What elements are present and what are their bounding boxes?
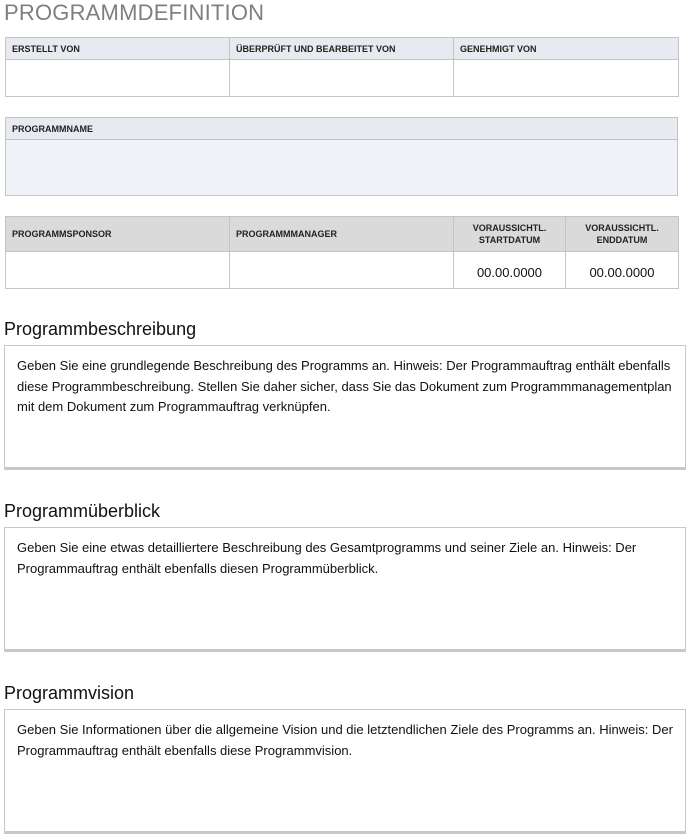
program-roles-table xyxy=(5,216,679,289)
page-title: PROGRAMMDEFINITION xyxy=(4,0,265,25)
section-title-description: Programmbeschreibung xyxy=(4,319,197,339)
section-title-overview: Programmüberblick xyxy=(4,501,161,521)
created-by-field[interactable] xyxy=(6,60,230,97)
reviewed-by-header: ÜBERPRÜFT UND BEARBEITET VON xyxy=(230,38,454,60)
created-by-header: ERSTELLT VON xyxy=(6,38,230,60)
reviewed-by-field[interactable] xyxy=(230,60,454,97)
section-title-vision: Programmvision xyxy=(4,683,135,703)
section-text-overview: Geben Sie eine etwas detailliertere Beschreibung des Gesamtprogramms und seiner Ziele an. Hinweis: Der Programmauftrag enthält ebenfalls diesen Programmüberblick. xyxy=(17,540,637,576)
expected-start-header-line1: VORAUSSICHTL. xyxy=(472,223,547,233)
section-text-description: Geben Sie eine grundlegende Beschreibung des Programms an. Hinweis: Der Programmauftrag enthält ebenfalls diese Programmbeschreibung. Stellen Sie daher sicher, dass Sie das Dokument zum Programmmanagementplan mit dem Dokument zum Programmauftrag verknüpfen. xyxy=(17,358,672,414)
section-box-overview[interactable] xyxy=(4,527,686,652)
expected-end-header-line2: ENDDATUM xyxy=(596,235,648,245)
program-name-field[interactable] xyxy=(6,140,678,196)
approval-table xyxy=(5,37,679,97)
expected-start-header-line2: STARTDATUM xyxy=(478,235,541,245)
program-sponsor-field[interactable] xyxy=(6,252,230,289)
program-name-header: PROGRAMMNAME xyxy=(6,118,678,140)
approved-by-header: GENEHMIGT VON xyxy=(454,38,679,60)
expected-end-date-field[interactable]: 00.00.0000 xyxy=(566,252,679,289)
program-manager-field[interactable] xyxy=(230,252,454,289)
approved-by-field[interactable] xyxy=(454,60,679,97)
expected-start-header xyxy=(454,217,566,252)
section-box-vision[interactable] xyxy=(4,709,686,834)
program-sponsor-header: PROGRAMMSPONSOR xyxy=(6,217,230,252)
expected-start-date-field[interactable]: 00.00.0000 xyxy=(454,252,566,289)
expected-end-header xyxy=(566,217,679,252)
program-name-table xyxy=(5,117,678,196)
program-manager-header: PROGRAMMMANAGER xyxy=(230,217,454,252)
section-box-description[interactable] xyxy=(4,345,686,470)
expected-end-header-line1: VORAUSSICHTL. xyxy=(585,223,659,233)
section-text-vision: Geben Sie Informationen über die allgemeine Vision und die letztendlichen Ziele des Programms an. Hinweis: Der Programmauftrag enthält ebenfalls diese Programmvision. xyxy=(17,722,673,758)
